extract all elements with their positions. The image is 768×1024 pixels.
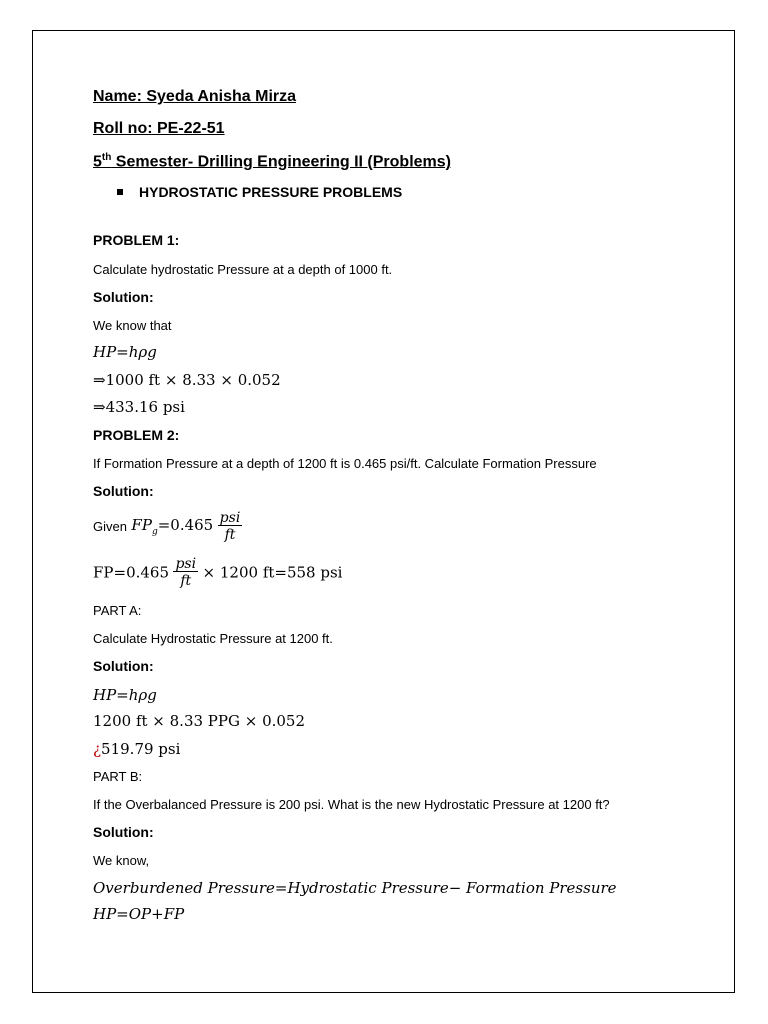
- problem2-title: PROBLEM 2:: [93, 427, 180, 443]
- problem1-eq3: ⇒433.16 psi: [93, 398, 185, 416]
- given-label: Given: [93, 519, 127, 534]
- partB-eq1: Overburdened Pressure=Hydrostatic Pressure− Formation Pressure: [93, 879, 617, 897]
- topic-heading: HYDROSTATIC PRESSURE PROBLEMS: [139, 184, 403, 200]
- partB-eq2: HP=OP+FP: [93, 905, 185, 923]
- course-title: [93, 152, 451, 171]
- partB-label: PART B:: [93, 769, 143, 784]
- partA-label: PART A:: [93, 603, 142, 618]
- problem1-intro: We know that: [93, 318, 172, 333]
- bullet-icon: [117, 189, 123, 195]
- problem2-fp-eq: [93, 557, 342, 588]
- problem2-given: [93, 511, 242, 542]
- problem1-text: Calculate hydrostatic Pressure at a depth of 1000 ft.: [93, 262, 393, 277]
- roll-number: Roll no: PE-22-51: [93, 120, 225, 137]
- partB-solution-label: Solution:: [93, 824, 154, 840]
- problem1-eq1: HP=hρg: [93, 343, 157, 361]
- given-equals: =0.465: [157, 516, 214, 534]
- semester-number: 5: [93, 153, 102, 171]
- semester-rest: Semester- Drilling Engineering II (Problems): [111, 153, 451, 171]
- semester-ordinal: th: [101, 152, 112, 163]
- problem1-title: PROBLEM 1:: [93, 232, 180, 248]
- problem1-eq2: ⇒1000 ft × 8.33 × 0.052: [93, 371, 281, 389]
- problem1-solution-label: Solution:: [93, 289, 154, 305]
- fp-rhs: × 1200 ft=558 psi: [202, 563, 343, 582]
- partA-solution-label: Solution:: [93, 658, 154, 674]
- partA-text: Calculate Hydrostatic Pressure at 1200 ft.: [93, 631, 333, 646]
- given-subscript: g: [151, 527, 158, 537]
- student-name: Name: Syeda Anisha Mirza: [93, 88, 297, 105]
- partA-eq3: ¿519.79 psi: [93, 740, 181, 758]
- fp-fraction: $\frac{\text{psi}}{ft}$: [175, 556, 197, 589]
- inverted-question-mark: ¿: [93, 740, 102, 758]
- problem2-text: If Formation Pressure at a depth of 1200 ft is 0.465 psi/ft. Calculate Formation Pressure: [93, 456, 597, 471]
- given-variable: FP: [131, 516, 152, 534]
- partB-text: If the Overbalanced Pressure is 200 psi. What is the new Hydrostatic Pressure at 1200 ft?: [93, 797, 610, 812]
- given-fraction: $\frac{\text{psi}}{ft}$: [219, 510, 241, 543]
- partA-eq2: 1200 ft × 8.33 PPG × 0.052: [93, 712, 306, 730]
- problem2-solution-label: Solution:: [93, 483, 154, 499]
- partB-intro: We know,: [93, 853, 150, 868]
- partA-eq1: HP=hρg: [93, 686, 157, 704]
- fp-lhs: FP=0.465: [93, 563, 170, 582]
